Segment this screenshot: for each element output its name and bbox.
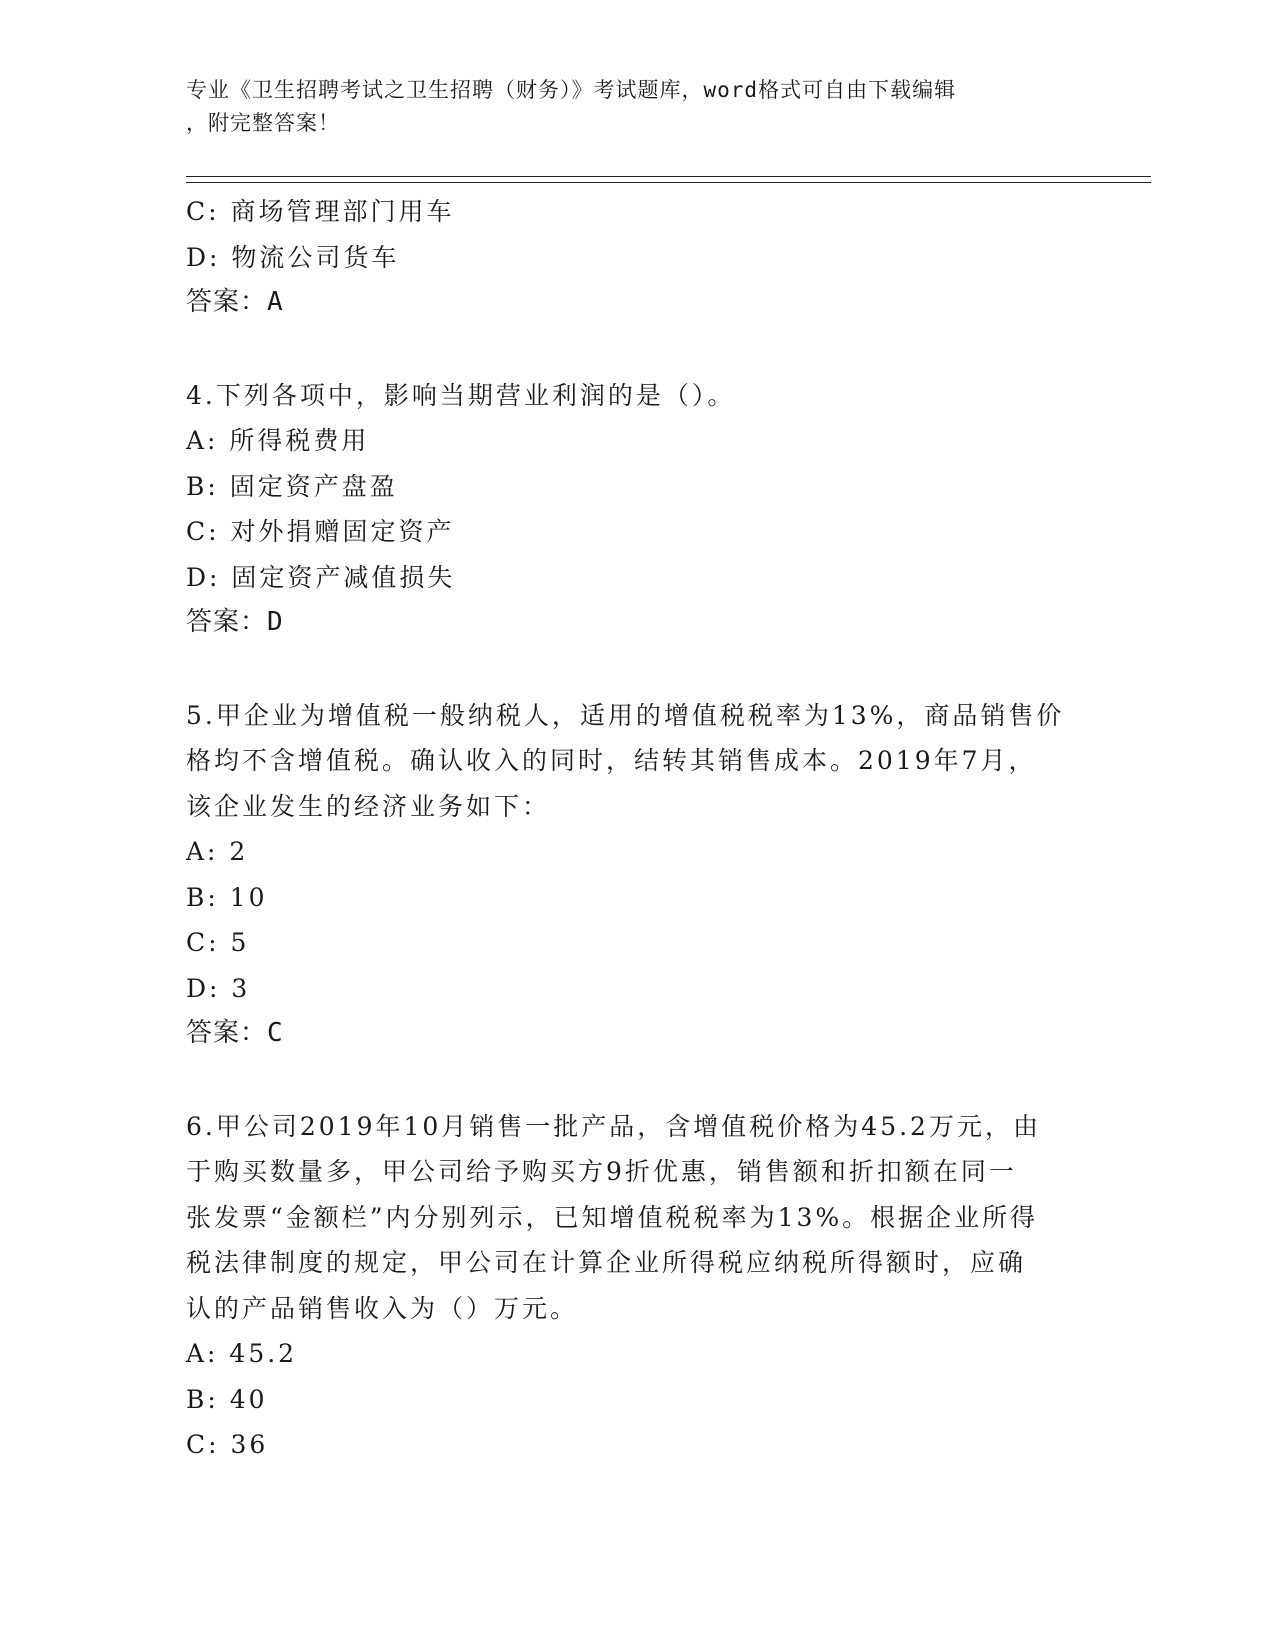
q5-option-a: A: 2 [186, 837, 249, 866]
q6-question-line-4: 税法律制度的规定，甲公司在计算企业所得税应纳税所得额时，应确 [186, 1248, 1027, 1277]
q4-option-d: D: 固定资产减值损失 [186, 562, 456, 592]
q6-option-c: C: 36 [186, 1430, 269, 1459]
q5-question-line-2: 格均不含增值税。确认收入的同时，结转其销售成本。2019年7月， [186, 746, 1037, 775]
q3-option-c: C: 商场管理部门用车 [186, 197, 455, 226]
spacer [186, 326, 1086, 373]
q4-answer: 答案：D [186, 607, 284, 637]
q3-option-d: D: 物流公司货车 [186, 242, 400, 272]
q6-question-line-3: 张发票“金额栏”内分别列示，已知增值税税率为13%。根据企业所得 [186, 1202, 1039, 1232]
q4-option-a: A: 所得税费用 [186, 426, 370, 455]
q5-option-b: B: 10 [186, 882, 268, 912]
q6-question-line-1: 6.甲公司2019年10月销售一批产品，含增值税价格为45.2万元，由 [186, 1111, 1041, 1141]
header-line-2: ，附完整答案！ [186, 111, 340, 135]
q5-answer: 答案：C [186, 1018, 284, 1048]
spacer [186, 646, 1086, 693]
header-line-1: 专业《卫生招聘考试之卫生招聘（财务）》考试题库，word格式可自由下载编辑 [186, 78, 957, 102]
q6-option-a: A: 45.2 [186, 1339, 298, 1368]
q6-question-line-2: 于购买数量多，甲公司给予购买方9折优惠，销售额和折扣额在同一 [186, 1157, 1017, 1186]
document-header [186, 74, 1066, 140]
q3-answer: 答案：A [186, 287, 284, 317]
spacer [186, 1057, 1086, 1104]
q6-option-b: B: 40 [186, 1384, 268, 1414]
q5-option-c: C: 5 [186, 928, 250, 957]
q4-option-c: C: 对外捐赠固定资产 [186, 517, 455, 546]
q4-option-b: B: 固定资产盘盈 [186, 471, 398, 501]
q4-question: 4.下列各项中，影响当期营业利润的是（）。 [186, 380, 736, 410]
header-divider-top [186, 176, 1151, 177]
q5-question-line-1: 5.甲企业为增值税一般纳税人，适用的增值税税率为13%，商品销售价 [186, 700, 1065, 730]
q5-question-line-3: 该企业发生的经济业务如下： [186, 791, 551, 821]
header-divider-bottom [186, 182, 1151, 183]
question-content [186, 189, 1086, 1468]
q6-question-line-5: 认的产品销售收入为（）万元。 [186, 1293, 579, 1323]
q5-option-d: D: 3 [186, 973, 251, 1003]
